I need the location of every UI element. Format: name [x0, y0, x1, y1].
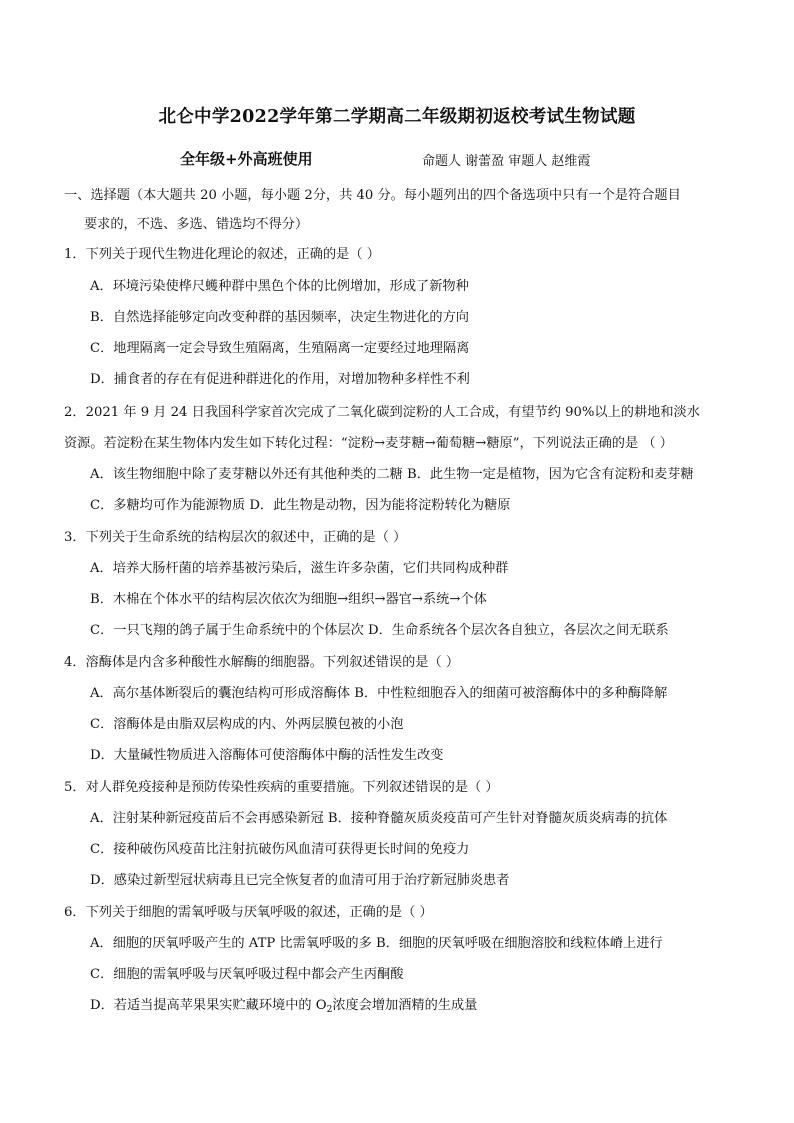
exam-subtitle: 全年级+外高班使用 [180, 150, 313, 168]
question-2-option-ab: A．该生物细胞中除了麦芽糖以外还有其他种类的二糖 B．此生物一定是植物，因为它含有淀粉和麦芽糖 [90, 467, 694, 482]
question-3-option-a: A．培养大肠杆菌的培养基被污染后，滋生许多杂菌，它们共同构成种群 [90, 561, 509, 576]
question-5-stem: 5．对人群免疫接种是预防传染性疾病的重要措施。下列叙述错误的是（ ） [64, 780, 499, 795]
question-1-option-a: A．环境污染使桦尺蠖种群中黑色个体的比例增加，形成了新物种 [90, 279, 469, 294]
section-heading: 一、选择题（本大题共 20 小题，每小题 2分，共 40 分。每小题列出的四个备选项中只有一个是符合题目 [64, 188, 681, 203]
question-1-option-b: B．自然选择能够定向改变种群的基因频率，决定生物进化的方向 [90, 310, 469, 325]
question-5-option-c: C．接种破伤风疫苗比注射抗破伤风血清可获得更长时间的免疫力 [90, 842, 470, 857]
question-4-option-ab: A．高尔基体断裂后的囊泡结构可形成溶酶体 B．中性粒细胞吞入的细菌可被溶酶体中的多种酶降解 [90, 686, 668, 701]
question-1-stem: 1．下列关于现代生物进化理论的叙述，正确的是（ ） [64, 247, 380, 262]
question-2-stem-cont: 资源。若淀粉在某生物体内发生如下转化过程：“淀粉→麦芽糖→葡萄糖→糖原”，下列说法正确的是 （ ） [64, 436, 673, 451]
question-2-option-cd: C．多糖均可作为能源物质 D．此生物是动物，因为能将淀粉转化为糖原 [90, 498, 511, 513]
question-3-stem: 3．下列关于生命系统的结构层次的叙述中，正确的是（ ） [64, 530, 407, 545]
question-5-option-d: D．感染过新型冠状病毒且已完全恢复者的血清可用于治疗新冠肺炎患者 [90, 873, 510, 888]
question-6-option-d-text-end: 浓度会增加酒精的生成量 [332, 998, 478, 1013]
question-4-stem: 4．溶酶体是内含多种酸性水解酶的细胞器。下列叙述错误的是（ ） [64, 655, 460, 670]
question-4-option-d: D．大量碱性物质进入溶酶体可使溶酶体中酶的活性发生改变 [90, 748, 444, 763]
question-2-stem: 2．2021 年 9 月 24 日我国科学家首次完成了二氧化碳到淀粉的人工合成，有望节约 90%以上的耕地和淡水 [64, 405, 700, 420]
exam-title: 北仑中学2022学年第二学期高二年级期初返校考试生物试题 [158, 107, 636, 127]
question-5-option-ab: A．注射某种新冠疫苗后不会再感染新冠 B．接种脊髓灰质炎疫苗可产生针对脊髓灰质炎病毒的抗体 [90, 811, 668, 826]
question-1-option-d: D．捕食者的存在有促进种群进化的作用，对增加物种多样性不利 [90, 372, 470, 387]
question-6-option-c: C．细胞的需氧呼吸与厌氧呼吸过程中都会产生丙酮酸 [90, 967, 404, 982]
question-3-option-b: B．木棉在个体水平的结构层次依次为细胞→组织→器官→系统→个体 [90, 592, 487, 607]
question-6-option-d-text: D．若适当提高苹果果实贮藏环境中的 O [90, 998, 327, 1013]
question-6-option-d [90, 997, 477, 1019]
question-3-option-cd: C．一只飞翔的鸽子属于生命系统中的个体层次 D．生命系统各个层次各自独立，各层次之间无联系 [90, 623, 669, 638]
oxygen-subscript: 2 [326, 1005, 333, 1015]
question-6-stem: 6．下列关于细胞的需氧呼吸与厌氧呼吸的叙述，正确的是（ ） [64, 905, 433, 920]
question-6-option-ab: A．细胞的厌氧呼吸产生的 ATP 比需氧呼吸的多 B．细胞的厌氧呼吸在细胞溶胶和线粒体嵴上进行 [90, 936, 663, 951]
exam-authors: 命题人 谢蕾盈 审题人 赵维霞 [422, 154, 591, 169]
section-heading-cont: 要求的，不选、多选、错选均不得分） [84, 217, 309, 232]
question-4-option-c: C．溶酶体是由脂双层构成的内、外两层膜包被的小泡 [90, 717, 404, 732]
question-1-option-c: C．地理隔离一定会导致生殖隔离，生殖隔离一定要经过地理隔离 [90, 341, 470, 356]
